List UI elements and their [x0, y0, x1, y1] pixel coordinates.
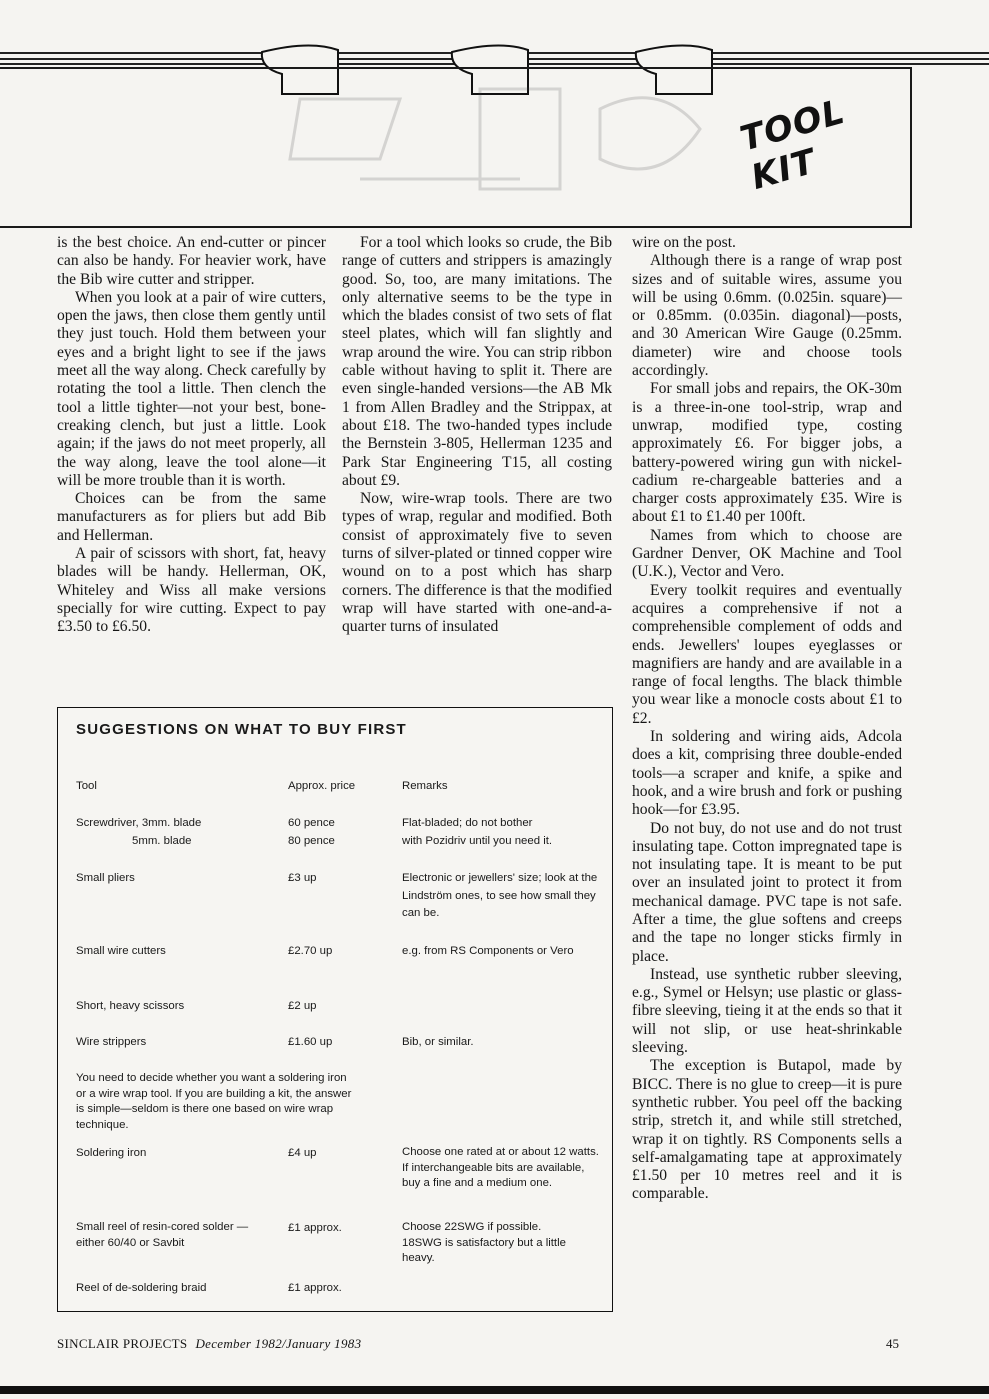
paragraph: is the best choice. An end-cutter or pincer can also be handy. For heavier work, have the Bib wire cutter and stripper. — [57, 234, 326, 288]
paragraph: wire on the post. — [632, 234, 736, 251]
text-column-2 — [342, 234, 612, 637]
paragraph: A pair of scissors with short, fat, heavy blades will be handy. Hellerman, OK, Whiteley and Wiss all make versions specially for wire cutting. Expect to pay £3.50 to £6.50. — [57, 545, 326, 636]
issue-date: December 1982/January 1983 — [195, 1336, 362, 1351]
tool-cell: Small wire cutters — [76, 945, 166, 957]
paragraph: Names from which to choose are Gardner Denver, OK Machine and Tool (U.K.), Vector and Vero. — [632, 526, 902, 581]
text-column-3 — [632, 234, 902, 1204]
suggestions-box — [57, 707, 613, 1312]
paragraph: Choices can be from the same manufacturers as for pliers but add Bib and Hellerman. — [57, 490, 326, 544]
tool-cell: Screwdriver, 3mm. blade — [76, 817, 202, 829]
text-column-1 — [57, 234, 326, 637]
tool-cell: Short, heavy scissors — [76, 1000, 185, 1012]
remarks-cell: Choose one rated at or about 12 watts. If interchangeable bits are available, buy a fine and a medium one. — [402, 1146, 599, 1189]
paragraph: For a tool which looks so crude, the Bib range of cutters and strippers is amazingly good. So, too, are many imitations. The only alternative seems to be the type in which the blades consist of two sets of flat steel plates, which will fan slightly and wrap around the wire. You can strip ribbon cable without having to split it. There are even single-handed versions—the AB Mk 1 from Allen Bradley and the Strippax, at about £18. The two-handed types include the Bernstein 3-805, Hellerman 1235 and Park Star Engineering T15, all costing about £9. — [342, 234, 612, 489]
paragraph: The exception is Butapol, made by BICC. There is no glue to creep—it is pure synthetic rubber. You peel off the backing strip, stretch it, and while still stretched, wrap it on tightly. RS Components sells a self-amalgamating tape at approximately £1.50 per 10 metres reel and it is comparable. — [632, 1057, 902, 1203]
column-header-tool: Tool — [76, 780, 97, 792]
remarks-cell: Flat-bladed; do not bother — [402, 817, 533, 829]
page-number: 45 — [886, 1336, 899, 1351]
paragraph: Every toolkit requires and eventually acquires a comprehensive if not a comprehensible complement of odds and ends. Jewellers' loupes eyeglasses or magnifiers are handy and are available in a range of focal lengths. The black thimble you wear like a monocle costs about £1 to £2. — [632, 581, 902, 727]
remarks-cell: Choose 22SWG if possible. 18SWG is satisfactory but a little heavy. — [402, 1221, 566, 1264]
paragraph: When you look at a pair of wire cutters, open the jaws, then close them gently until they just touch. Hold them between your eyes and a bright light to see if the jaws meet all the way along. Check carefully by rotating the tool a little. Then clench the tool a little tighter—not your best, bone-creaking clench, but just a little. Look again; if the jaws do not meet properly, all the way along, leave the tool alone—it will be more trouble than it is worth. — [57, 288, 326, 489]
page-title: TOOL KIT — [735, 91, 850, 198]
price-cell: £2.70 up — [288, 945, 333, 957]
remarks-cell: with Pozidriv until you need it. — [402, 835, 553, 847]
remarks-cell: e.g. from RS Components or Vero — [402, 945, 574, 957]
price-cell: 80 pence — [288, 835, 335, 847]
paragraph: Do not buy, do not use and do not trust insulating tape. Cotton impregnated tape is not insulating tape. It is meant to be put over an insulated joint to protect it from mechanical damage. PVC tape is not safe. After a time, the glue softens and creeps and the tape no longer sticks firmly in place. — [632, 819, 902, 965]
paragraph: Now, wire-wrap tools. There are two types of wrap, regular and modified. Both consist of approximately five to seven turns of silver-plated or tinned copper wire wound on to a post which has sharp corners. The difference is that the modified wrap will have started with one-and-a-quarter turns of insulated — [342, 490, 612, 636]
tool-cell: Soldering iron — [76, 1147, 147, 1159]
paragraph: Instead, use synthetic rubber sleeving, e.g., Symel or Helsyn; use plastic or glass-fibre sleeving, tieing it at the ends so that it will not slip, or use heat-shrinkable sleeving. — [632, 965, 902, 1057]
tool-cell: Reel of de-soldering braid — [76, 1282, 207, 1294]
bottom-edge-bar — [0, 1386, 989, 1394]
column-header-remarks: Remarks — [402, 780, 448, 792]
tool-cell: Small pliers — [76, 872, 135, 884]
tool-cell: Small reel of resin-cored solder —either 60/40 or Savbit — [76, 1221, 249, 1249]
tool-cell: Wire strippers — [76, 1036, 147, 1048]
remarks-cell: Bib, or similar. — [402, 1036, 474, 1048]
note-text: You need to decide whether you want a soldering iron or a wire wrap tool. If you are building a kit, the answer is simple—seldom is there one based on wire wrap technique. — [76, 1072, 352, 1131]
price-cell: £4 up — [288, 1147, 317, 1159]
tool-cell: 5mm. blade — [132, 835, 192, 847]
page-footer — [57, 1336, 361, 1352]
suggestions-title: SUGGESTIONS ON WHAT TO BUY FIRST — [76, 721, 407, 738]
magazine-name: SINCLAIR PROJECTS — [57, 1336, 188, 1351]
paragraph: For small jobs and repairs, the OK-30m is a three-in-one tool-strip, wrap and unwrap, modified type, costing approximately £6. For bigger jobs, a battery-powered wiring gun with nickel-cadium re-chargeable batteries and a charger costs approximately £35. Wire is about £1 to £1.40 per 100ft. — [632, 380, 902, 526]
price-cell: £1 approx. — [288, 1222, 342, 1234]
remarks-cell: Electronic or jewellers' size; look at the Lindström ones, to see how small they can be. — [402, 872, 598, 919]
paragraph: Although there is a range of wrap post sizes and of suitable wires, assume you will be using 0.6mm. (0.025in. square)—or 0.85mm. (0.035in. diagonal)—posts, and 30 American Wire Gauge (0.25mm. diameter) wire and choose tools accordingly. — [632, 252, 902, 380]
price-cell: £1 approx. — [288, 1282, 342, 1294]
price-cell: £2 up — [288, 1000, 317, 1012]
price-cell: 60 pence — [288, 817, 335, 829]
paragraph: In soldering and wiring aids, Adcola does a kit, comprising three double-ended tools—a scraper and knife, a spike and hook, and a wire brush and fork or pushing hook—for £3.95. — [632, 728, 902, 819]
column-header-price: Approx. price — [288, 780, 356, 792]
price-cell: £3 up — [288, 872, 317, 884]
price-cell: £1.60 up — [288, 1036, 333, 1048]
